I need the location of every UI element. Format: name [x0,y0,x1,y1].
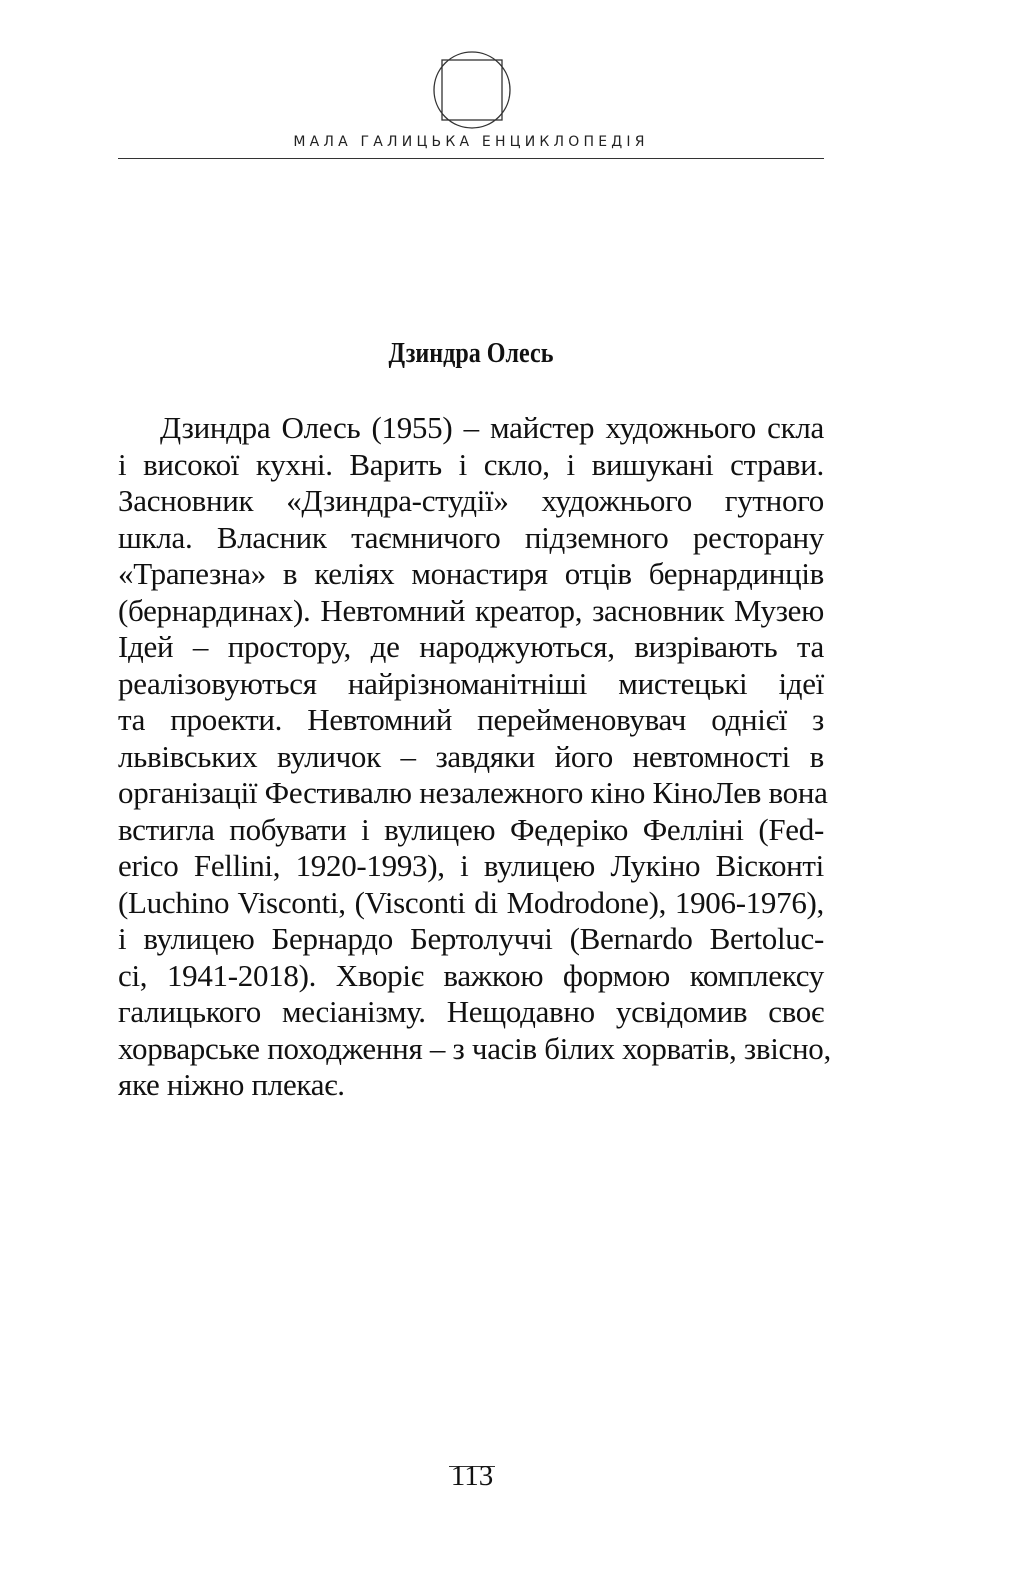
running-header-series-title: МАЛА ГАЛИЦЬКА ЕНЦИКЛОПЕДІЯ [293,134,649,150]
entry-body [118,410,831,1104]
body-line: ci, 1941-2018). Хворіє важкою формою комплексу [118,957,824,993]
body-line: хорварське походження – з часів білих хорватів, звісно, [118,1030,831,1066]
body-line: «Трапезна» в келіях монастиря отців бернардинців [118,556,824,591]
entry-title: Дзиндра Олесь [388,338,554,369]
body-line: встигла побувати і вулицею Федеріко Фелліні (Fed- [118,811,824,847]
body-line: галицького месіанізму. Нещодавно усвідомив своє [118,994,824,1029]
body-line: (Luchino Visconti, (Visconti di Modrodone), 1906-1976), [118,884,824,920]
body-line: і вулицею Бернардо Бертолуччі (Bernardo Bertoluc- [118,921,824,956]
body-line: Засновник «Дзиндра-студії» художнього гутного [118,483,824,518]
circle-square-emblem-icon [430,48,514,132]
body-line: Ідей – простору, де народжуються, визрівають та [118,629,824,664]
body-line: організації Фестивалю незалежного кіно КіноЛев вона [118,775,828,810]
body-line: Дзиндра Олесь (1955) – майстер художнього скла [160,410,824,445]
body-line: (бернардинах). Невтомний креатор, засновник Музею [118,592,824,628]
body-line: львівських вуличок – завдяки його невтомності в [118,738,824,774]
body-line: і високої кухні. Варить і скло, і вишукані страви. [118,446,824,482]
body-line: та проекти. Невтомний перейменовувач однієї з [118,702,824,737]
page-number: 113 [450,1460,494,1492]
body-line: шкла. Власник таємничого підземного ресторану [118,519,824,555]
header-divider [118,158,824,159]
body-line: erico Fellini, 1920-1993), і вулицею Лукіно Вісконті [118,848,824,883]
body-line: яке ніжно плекає. [118,1067,345,1102]
body-line: реалізовуються найрізноманітніші мистецькі ідеї [118,665,824,701]
